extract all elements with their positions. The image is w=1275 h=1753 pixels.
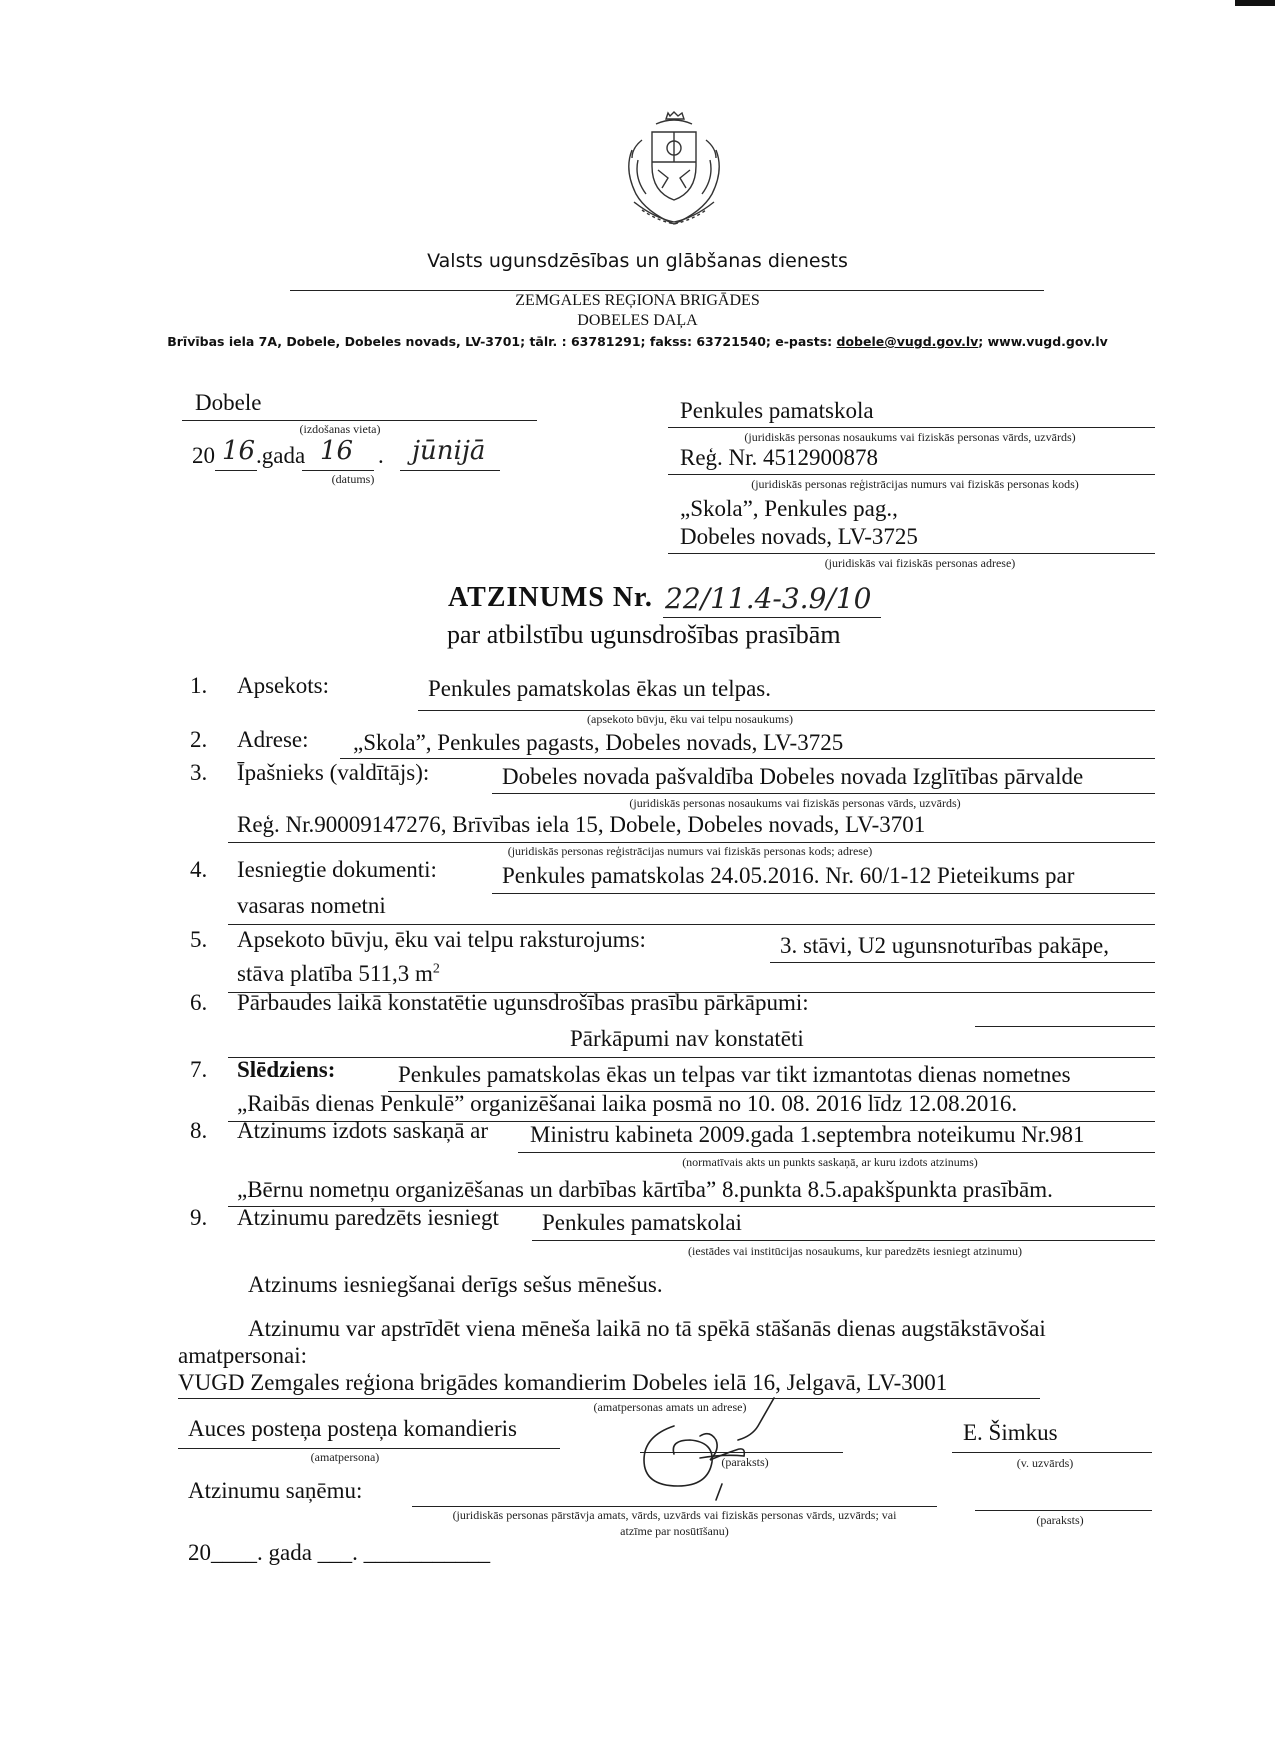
item-4-label: Iesniegtie dokumenti: xyxy=(237,857,437,882)
item-5-line xyxy=(770,962,1155,963)
received-signature-line xyxy=(975,1510,1152,1511)
issue-place: Dobele xyxy=(195,390,262,415)
handwritten-signature xyxy=(630,1396,810,1506)
recipient-address-line xyxy=(668,553,1155,554)
issue-dot: . xyxy=(378,443,384,468)
item-4-value: Penkules pamatskolas 24.05.2016. Nr. 60/1-12 Pieteikums par xyxy=(502,863,1075,888)
received-label: Atzinumu saņēmu: xyxy=(188,1478,363,1503)
received-caption-line-1: (juridiskās personas pārstāvja amats, vārds, uzvārds vai fiziskās personas vārds, uzvārds; vai xyxy=(452,1508,897,1522)
item-5-value: 3. stāvi, U2 ugunsnoturības pakāpe, xyxy=(780,933,1109,958)
item-8-number: 8. xyxy=(190,1118,208,1143)
item-8-line xyxy=(518,1152,1155,1153)
item-6-line xyxy=(975,1026,1155,1027)
item-6-value: Pārkāpumi nav konstatēti xyxy=(570,1026,804,1051)
contact-line xyxy=(0,334,1275,349)
official-position-line xyxy=(178,1448,560,1449)
brigade-name: ZEMGALES REĢIONA BRIGĀDES xyxy=(515,292,760,309)
item-3-number: 3. xyxy=(190,760,208,785)
item-8-label: Atzinums izdots saskaņā ar xyxy=(237,1118,489,1143)
document-subtitle: par atbilstību ugunsdrošības prasībām xyxy=(447,620,841,649)
appeal-note-line-1: Atzinumu var apstrīdēt viena mēneša laikā no tā spēkā stāšanās dienas augstākstāvošai xyxy=(248,1316,1046,1341)
item-6-number: 6. xyxy=(190,990,208,1015)
item-3-caption-a: (juridiskās personas nosaukums vai fiziskās personas vārds, uzvārds) xyxy=(629,796,961,810)
item-1-caption: (apsekoto būvju, ēku vai telpu nosaukums) xyxy=(587,712,793,726)
item-1-number: 1. xyxy=(190,673,208,698)
item-2-number: 2. xyxy=(190,727,208,752)
received-line xyxy=(412,1506,937,1507)
appeal-note-line-2: amatpersonai: xyxy=(178,1343,308,1368)
official-name: E. Šimkus xyxy=(963,1420,1058,1445)
document-number-line xyxy=(663,617,881,618)
item-1-label: Apsekots: xyxy=(237,673,329,698)
unit-name: DOBELES DAĻA xyxy=(577,312,698,329)
recipient-reg-caption: (juridiskās personas reģistrācijas numurs vai fiziskās personas kods) xyxy=(751,477,1079,491)
item-5-label: Apsekoto būvju, ēku vai telpu raksturojums: xyxy=(237,927,646,952)
item-4-line-2 xyxy=(228,924,1155,925)
issue-month-line xyxy=(400,470,500,471)
item-9-value: Penkules pamatskolai xyxy=(542,1210,742,1235)
item-3-label: Īpašnieks (valdītājs): xyxy=(237,760,430,785)
document-number-handwritten: 22/11.4-3.9/10 xyxy=(665,582,872,615)
item-4-value-continued: vasaras nometni xyxy=(237,893,386,918)
item-7-value-continued: „Raibās dienas Penkulē” organizēšanai laika posmā no 10. 08. 2016 līdz 12.08.2016. xyxy=(237,1091,1018,1116)
scan-edge-mark xyxy=(1235,0,1275,6)
appeal-addressee-line xyxy=(178,1398,1040,1399)
issue-day-line xyxy=(302,470,374,471)
item-3-registration: Reģ. Nr.90009147276, Brīvības iela 15, Dobele, Dobeles novads, LV-3701 xyxy=(237,812,926,837)
item-1-value: Penkules pamatskolas ēkas un telpas. xyxy=(428,676,772,701)
issue-month-handwritten: jūnijā xyxy=(412,436,486,466)
item-2-label: Adrese: xyxy=(237,727,309,752)
item-6-label: Pārbaudes laikā konstatētie ugunsdrošības prasību pārkāpumi: xyxy=(237,990,809,1015)
item-3-value: Dobeles novada pašvaldība Dobeles novada Izglītības pārvalde xyxy=(502,764,1084,789)
item-2-value: „Skola”, Penkules pagasts, Dobeles novads, LV-3725 xyxy=(353,730,844,755)
issue-day-handwritten: 16 xyxy=(320,436,354,466)
recipient-name-caption: (juridiskās personas nosaukums vai fiziskās personas vārds, uzvārds) xyxy=(744,430,1076,444)
appeal-addressee-caption: (amatpersonas amats un adrese) xyxy=(593,1400,747,1414)
recipient-address-line-1: „Skola”, Penkules pag., xyxy=(680,496,898,521)
item-7-value: Penkules pamatskolas ēkas un telpas var tikt izmantotas dienas nometnes xyxy=(398,1062,1071,1087)
item-5-area-unit-exponent: 2 xyxy=(432,961,440,977)
item-4-line xyxy=(492,893,1155,894)
issue-year-prefix: 20 xyxy=(192,443,215,468)
appeal-addressee: VUGD Zemgales reģiona brigādes komandierim Dobeles ielā 16, Jelgavā, LV-3001 xyxy=(178,1370,948,1395)
item-5-area-text: stāva platība 511,3 m xyxy=(237,961,433,986)
item-9-label: Atzinumu paredzēts iesniegt xyxy=(237,1205,499,1230)
agency-name: Valsts ugunsdzēsības un glābšanas dienests xyxy=(427,250,848,272)
received-signature-caption: (paraksts) xyxy=(1036,1513,1084,1527)
official-name-line xyxy=(952,1452,1152,1453)
issue-year-handwritten: 16 xyxy=(222,436,256,466)
validity-note: Atzinums iesniegšanai derīgs sešus mēnešus. xyxy=(248,1272,663,1297)
official-position: Auces posteņa posteņa komandieris xyxy=(188,1416,517,1441)
item-9-number: 9. xyxy=(190,1205,208,1230)
item-9-line xyxy=(532,1240,1155,1241)
contact-address: Brīvības iela 7A, Dobele, Dobeles novads, LV-3701; tālr. : 63781291; fakss: 63721540; e-pasts: xyxy=(167,334,837,349)
item-3-registration-line xyxy=(228,842,1155,843)
recipient-name-line xyxy=(668,427,1155,428)
header-rule xyxy=(290,290,1044,291)
item-1-line xyxy=(418,710,1155,711)
issue-year-line xyxy=(215,470,257,471)
item-5-area xyxy=(237,961,440,987)
item-5-number: 5. xyxy=(190,927,208,952)
item-3-line xyxy=(492,793,1155,794)
issue-place-caption: (izdošanas vieta) xyxy=(299,422,381,436)
recipient-reg-line xyxy=(668,474,1155,475)
item-8-value-continued: „Bērnu nometņu organizēšanas un darbības kārtība” 8.punkta 8.5.apakšpunkta prasībām. xyxy=(237,1177,1053,1202)
document-title: ATZINUMS Nr. xyxy=(448,582,653,613)
official-position-caption: (amatpersona) xyxy=(310,1450,380,1464)
signature-caption: (paraksts) xyxy=(721,1455,769,1469)
contact-email-link[interactable]: dobele@vugd.gov.lv xyxy=(836,334,979,349)
item-3-caption-b: (juridiskās personas reģistrācijas numurs vai fiziskās personas kods; adrese) xyxy=(507,844,873,858)
item-9-caption: (iestādes vai institūcijas nosaukums, kur paredzēts iesniegt atzinumu) xyxy=(688,1244,1022,1258)
received-caption-line-2: atzīme par nosūtīšanu) xyxy=(620,1524,729,1538)
item-7-label: Slēdziens: xyxy=(237,1057,336,1082)
recipient-reg-number: Reģ. Nr. 4512900878 xyxy=(680,445,879,470)
received-date-line: 20____. gada ___. ___________ xyxy=(188,1540,491,1565)
issue-date-caption: (datums) xyxy=(331,472,375,486)
item-6-line-2 xyxy=(228,1057,1155,1058)
item-4-number: 4. xyxy=(190,857,208,882)
item-2-line xyxy=(340,758,1155,759)
item-8-caption: (normatīvais akts un punkts saskaņā, ar kuru izdots atzinums) xyxy=(682,1155,978,1169)
recipient-address-line-2: Dobeles novads, LV-3725 xyxy=(680,524,918,549)
recipient-name: Penkules pamatskola xyxy=(680,398,874,423)
contact-website: ; www.vugd.gov.lv xyxy=(978,334,1108,349)
recipient-address-caption: (juridiskās vai fiziskās personas adrese) xyxy=(824,556,1016,570)
issue-place-line xyxy=(182,420,537,421)
item-7-number: 7. xyxy=(190,1057,208,1082)
official-name-caption: (v. uzvārds) xyxy=(1016,1456,1074,1470)
issue-gada: .gada xyxy=(256,443,306,468)
coat-of-arms-emblem xyxy=(612,110,736,234)
item-8-value: Ministru kabineta 2009.gada 1.septembra noteikumu Nr.981 xyxy=(530,1122,1085,1147)
